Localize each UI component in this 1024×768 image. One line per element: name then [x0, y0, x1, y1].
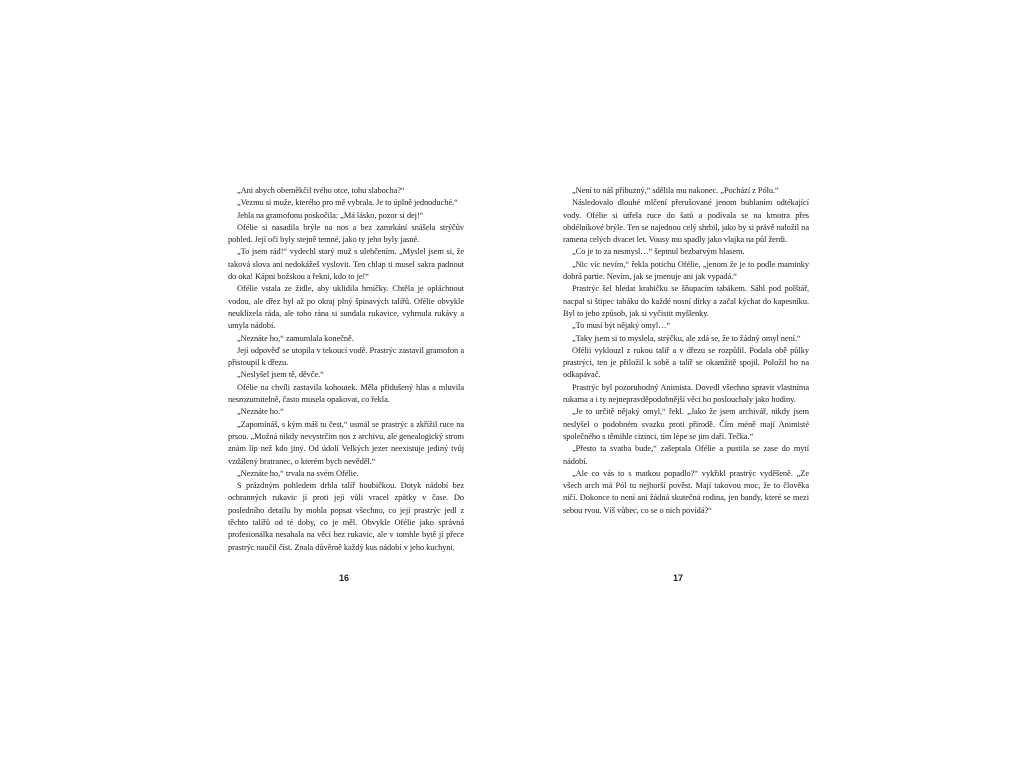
paragraph: „Ale co vás to s matkou popadlo?“ vykřikl prastrýc vyděšeně. „Ze všech arch má Pól tu nejhorší pověst. Mají takovou moc, že to člověka ničí. Dokonce to není ani žádná skutečná rodina, jen bandy, které se mezi sebou rvou. Víš vůbec, co se o nich povídá?“ [563, 468, 809, 515]
page-number-left: 16 [339, 573, 350, 583]
paragraph: „Není to náš příbuzný,“ sdělila mu nakonec. „Pochází z Pólu.“ [572, 186, 779, 195]
paragraph: Následovalo dlouhé mlčení přerušované jenom bublaním odtékající vody. Ofélie si utřela ruce do šatů a podívala se na kmotra přes obdélníkové brýle. Ten se najednou celý shrbil, jako by si právě naložil na ramena celých dvacet let. Vousy mu spadly jako vlajka na půl žerdi. [563, 198, 809, 245]
paragraph: Jehla na gramofonu poskočila: „Má lásko, pozor si dej!“ [237, 210, 424, 220]
paragraph: „Je to určitě nějaký omyl,“ řekl. „Jako že jsem archivář, nikdy jsem neslyšel o podobném svazku proti přírodě. Čím méně mají Animisté společného s těmihle cizinci, tím lépe se jim daří. Tečka.“ [563, 407, 809, 441]
paragraph: „Zapomínáš, s kým máš tu čest,“ usmál se prastrýc a zkřížil ruce na prsou. „Možná nikdy nevystrčím nos z archivu, ale genealogický strom znám líp než kdo jiný. Od údolí Velkých jezer neexistuje jediný tvůj vzdálený bratranec, o kterém bych nevěděl.“ [228, 419, 464, 466]
paragraph: „Ani abych obeměkčil tvého otce, tohu slabocha?“ [237, 186, 405, 195]
paragraph: „Taky jsem si to myslela, strýčku, ale zdá se, že to žádný omyl není.“ [572, 333, 801, 343]
left-page-body [228, 185, 464, 554]
paragraph: „Co je to za nesmysl…“ šeptnul bezbarvým hlasem. [572, 247, 745, 257]
paragraph: „Nic víc nevím,“ řekla potichu Ofélie, „jenom že je to podle maminky dobrá partie. Nevím, jak se jmenuje ani jak vypadá.“ [563, 259, 809, 282]
paragraph: Ofélie na chvíli zastavila kohoutek. Měla přidušený hlas a mluvila nesrozumitelně, často musela opakovat, co řekla. [228, 382, 464, 405]
paragraph: Ofélii vyklouzl z rukou talíř a v dřezu se rozpůlil. Podala obě půlky prastrýci, ten je přiložil k sobě a talíř se okamžitě spojil. Položil ho na odkapávač. [563, 345, 809, 380]
paragraph: Prastrýc šel hledat krabičku se šňupacím tabákem. Sáhl pod polštář, nacpal si štipec tabáku do každé nosní dírky a začal kýchat do kapesníku. Byl to jeho způsob, jak si vyčistit myšlenky. [563, 284, 809, 318]
paragraph: „Neznáte ho.“ [237, 407, 284, 417]
paragraph: „Neslyšel jsem tě, děvče.“ [237, 370, 324, 380]
paragraph: S prázdným pohledem drhla talíř houbičkou. Dotyk nádobí bez ochranných rukavic jí proti její vůli vracel zpátky v čase. Do posledního detailu by mohla popsat všechno, co její prastrýc jedl z těchto talířů od té doby, co je měl. Obvykle Ofélie jako správná profesionálka nesahala na věci bez rukavic, ale v tomhle bytě jí přece prastrýc naučil číst. Znala důvěrně každý kus nádobí v jeho kuchyni. [228, 481, 464, 552]
paragraph: „Přesto ta svatba bude,“ zašeptala Ofélie a pustila se zase do mytí nádobí. [563, 444, 809, 466]
right-page-body [563, 185, 809, 517]
page-number-right: 17 [673, 573, 684, 583]
paragraph: „To musí být nějaký omyl…“ [572, 321, 671, 331]
paragraph: „Vezmu si muže, kterého pro mě vybrala. Je to úplně jednoduché.“ [237, 198, 458, 208]
paragraph: „Neznáte ho,“ zamumlala konečně. [237, 333, 354, 343]
paragraph: „To jsem rád!“ vydechl starý muž s ulehčením. „Myslel jsem si, že taková slova ani nedokážeš vyslovit. Ten chlap ti musel sakra padnout do oka! Kápni božskou a řekni, kdo to je!“ [228, 247, 464, 282]
paragraph: Prastrýc byl pozoruhodný Animista. Dovedl všechno spravit vlastníma rukama a i ty nejnepravděpodobnější věci ho poslouchaly jako hodiny. [563, 382, 809, 405]
paragraph: Ofélie vstala ze židle, aby uklidila hrníčky. Chtěla je opláchnout vodou, ale dřez byl až po okraj plný špinavých talířů. Ofélie obvykle neuklízela ráda, ale tobo rána si sundala rukavice, vyhrnula rukávy a umyla nádobí. [228, 284, 464, 331]
paragraph: Ofélie si nasadila brýle na nos a bez zamrkání snášela strýčův pohled. Její oči byly stejně temné, jako ty jeho byly jasné. [228, 222, 464, 245]
paragraph: „Neznáte ho,“ trvala na svém Ofélie. [237, 468, 359, 478]
paragraph: Její odpověď se utopila v tekoucí vodě. Prastrýc zastavil gramofon a přistoupil k dřezu. [228, 345, 464, 368]
